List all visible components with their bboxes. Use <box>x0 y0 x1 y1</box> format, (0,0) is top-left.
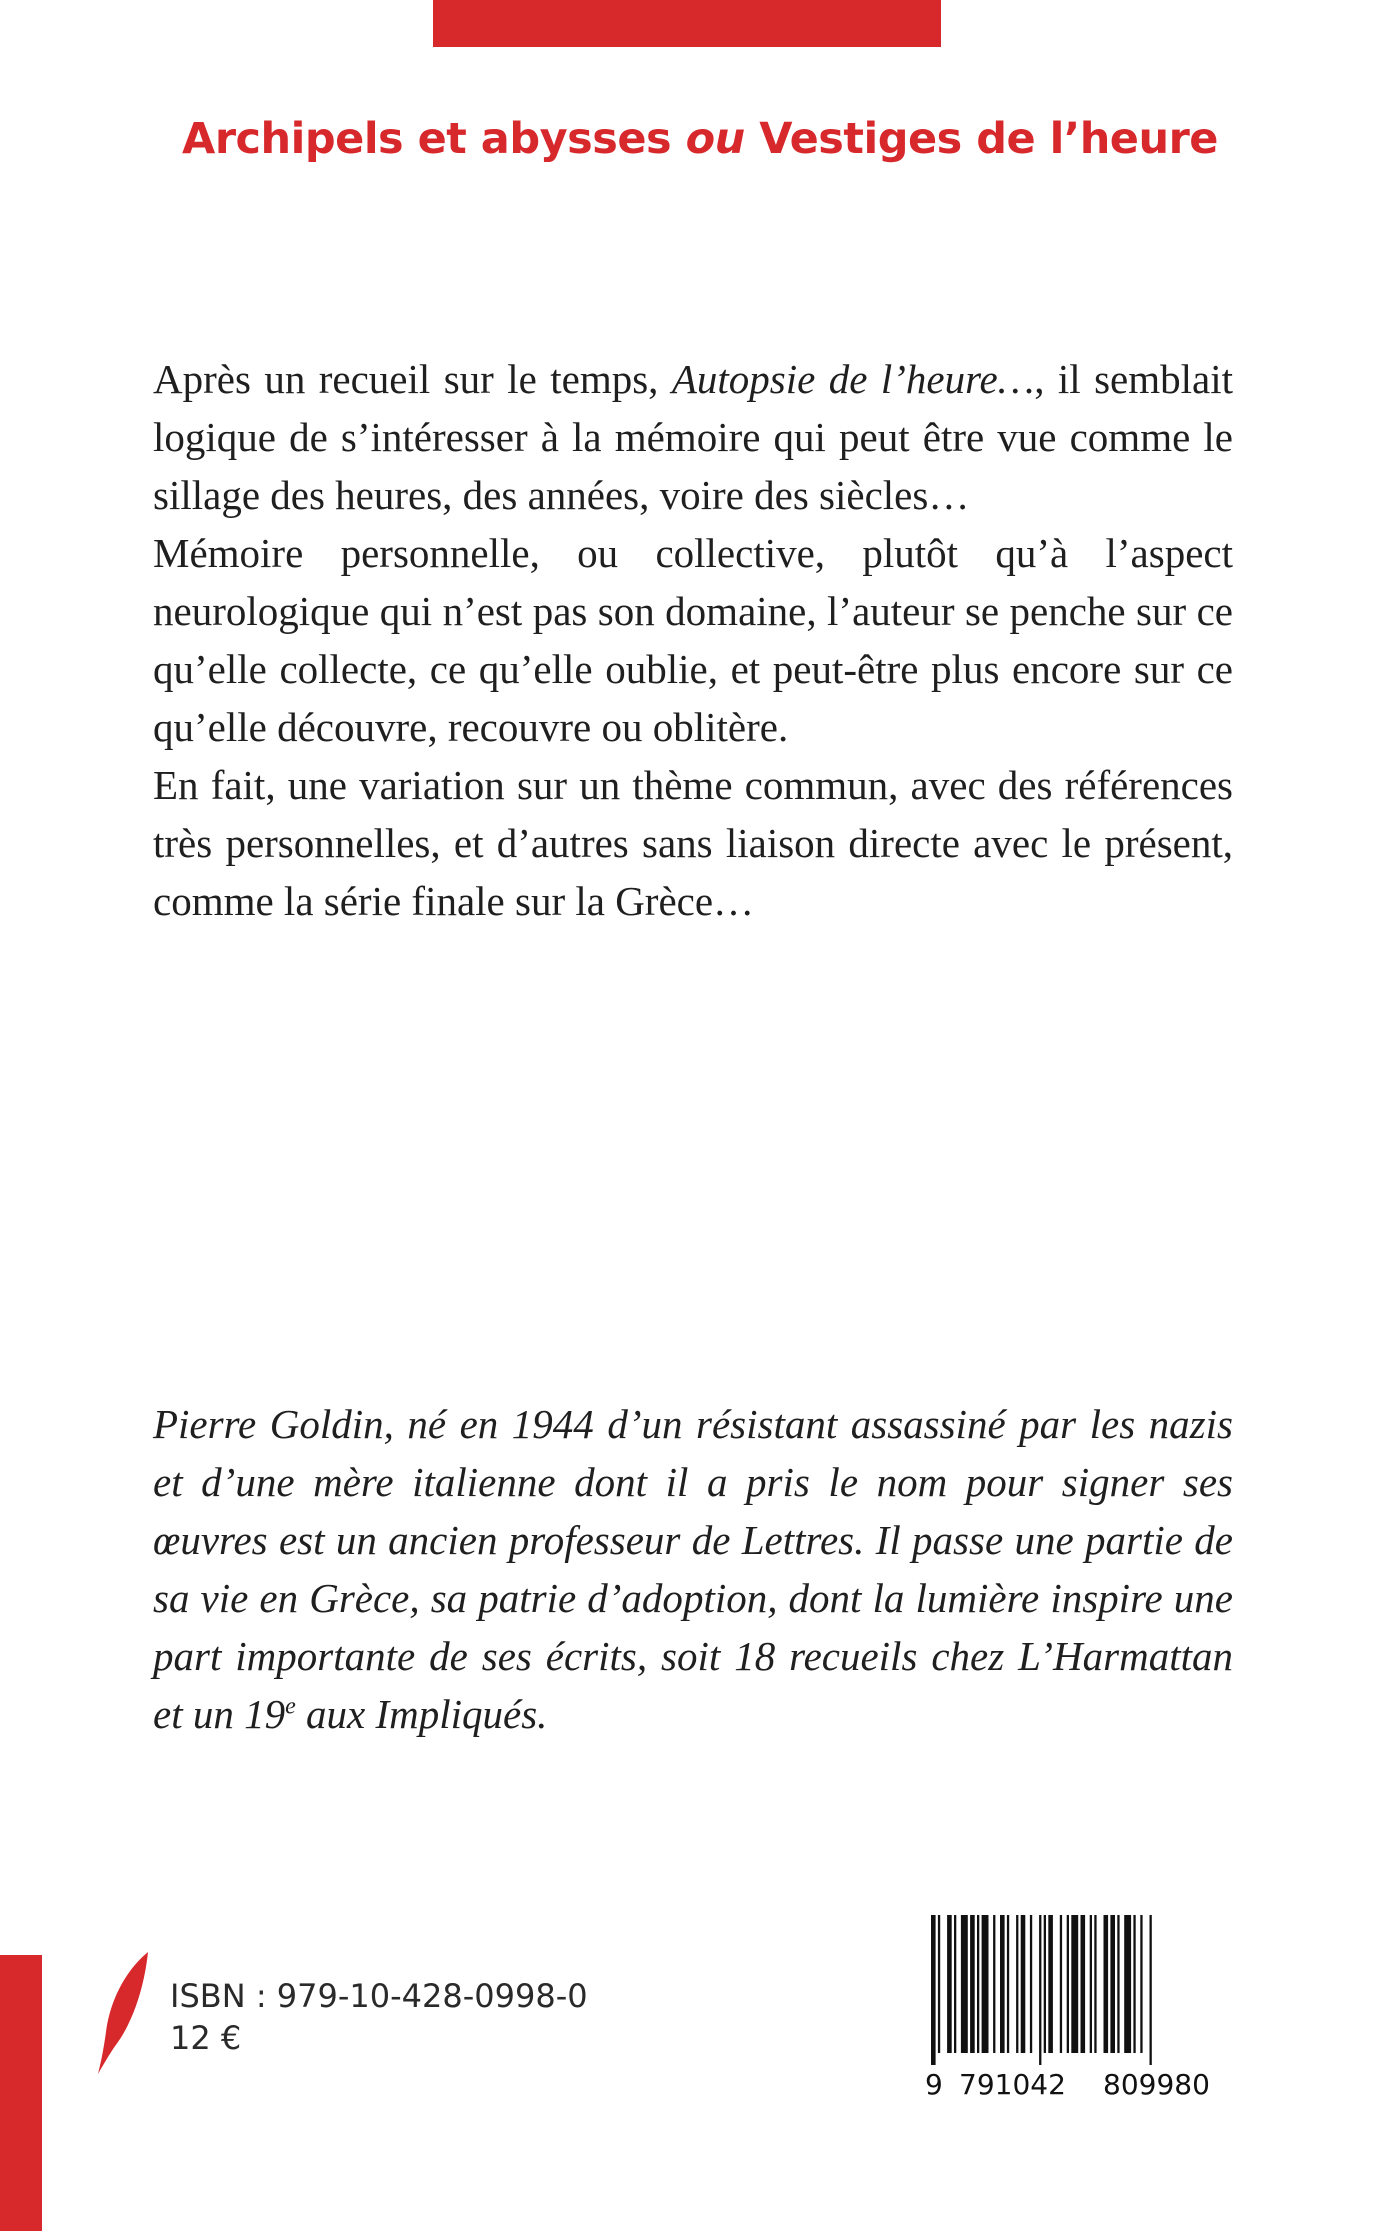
barcode-bar <box>947 1915 952 2053</box>
blurb-paragraph-1: Après un recueil sur le temps, Autopsie de l’heure…, il semblait logique de s’intéresser à la mémoire qui peut être vue comme le sillage des heures, des années, voire des siècles… <box>153 356 1234 518</box>
barcode-bar <box>1094 1915 1096 2053</box>
price-text: 12 € <box>170 2019 242 2057</box>
feather-icon <box>96 1950 156 2075</box>
title-part-1: Archipels et abysses <box>182 114 672 164</box>
barcode-bar <box>938 1915 940 2053</box>
barcode-bar <box>931 1915 936 2065</box>
barcode-bar <box>1081 1915 1086 2053</box>
blurb-paragraph-2: Mémoire personnelle, ou collective, plutôt qu’à l’aspect neurologique qui n’est pas son domaine, l’auteur se penche sur ce qu’elle collecte, ce qu’elle oublie, et peut-être plus encore sur ce qu’elle découvre, recouvre ou oblitère. <box>153 530 1233 750</box>
barcode-bar <box>1007 1915 1009 2053</box>
barcode-bar <box>1117 1915 1119 2053</box>
barcode-bar <box>1071 1915 1078 2053</box>
barcode-bar <box>1016 1915 1018 2053</box>
back-cover-blurb <box>153 350 1233 930</box>
barcode-group-left: 791042 <box>959 2068 1066 2101</box>
barcode-bar <box>1104 1915 1109 2053</box>
barcode-bar <box>1067 1915 1069 2053</box>
title-conjunction: ou <box>685 114 745 164</box>
barcode-digit-first: 9 <box>925 2068 943 2101</box>
barcode-bar <box>1110 1915 1115 2053</box>
top-accent-band <box>433 0 941 47</box>
barcode <box>925 1915 1233 2065</box>
barcode-bar <box>1021 1915 1026 2053</box>
barcode-bar <box>982 1915 989 2053</box>
book-meta <box>170 1975 588 2059</box>
barcode-bar <box>1044 1915 1046 2053</box>
barcode-bar <box>1150 1915 1152 2065</box>
blurb-referenced-title: Autopsie de l’heure… <box>671 356 1035 402</box>
isbn-text: ISBN : 979-10-428-0998-0 <box>170 1977 588 2015</box>
side-accent-band <box>0 1955 42 2231</box>
barcode-bar <box>1000 1915 1005 2053</box>
barcode-bar <box>1090 1915 1092 2053</box>
barcode-bar <box>1048 1915 1053 2053</box>
barcode-bar <box>970 1915 975 2053</box>
barcode-group-right: 809980 <box>1103 2068 1210 2101</box>
bio-superscript: e <box>285 1693 296 1720</box>
barcode-bar <box>1124 1915 1131 2053</box>
barcode-bar <box>977 1915 979 2053</box>
barcode-bar <box>993 1915 995 2053</box>
barcode-bar <box>954 1915 956 2053</box>
title-part-2: Vestiges de l’heure <box>759 114 1218 164</box>
barcode-bar <box>1030 1915 1032 2053</box>
barcode-bar <box>1060 1915 1062 2053</box>
barcode-bar <box>961 1915 968 2053</box>
blurb-paragraph-3: En fait, une variation sur un thème commun, avec des références très personnelles, et d’autres sans liaison directe avec le présent, comme la série finale sur la Grèce… <box>153 762 1233 924</box>
barcode-bar <box>1133 1915 1135 2053</box>
barcode-bar <box>1039 1915 1041 2065</box>
barcode-bar <box>1140 1915 1142 2053</box>
author-bio: Pierre Goldin, né en 1944 d’un résistant assassiné par les nazis et d’une mère italienne dont il a pris le nom pour signer ses œuvres est un ancien professeur de Lettres. Il passe une partie de sa vie en Grèce, sa patrie d’adoption, dont la lumière inspire une part importante de ses écrits, soit 18 recueils chez L’Harmattan et un 19e aux Impliqués. <box>153 1401 1233 1737</box>
book-title <box>0 114 1400 164</box>
